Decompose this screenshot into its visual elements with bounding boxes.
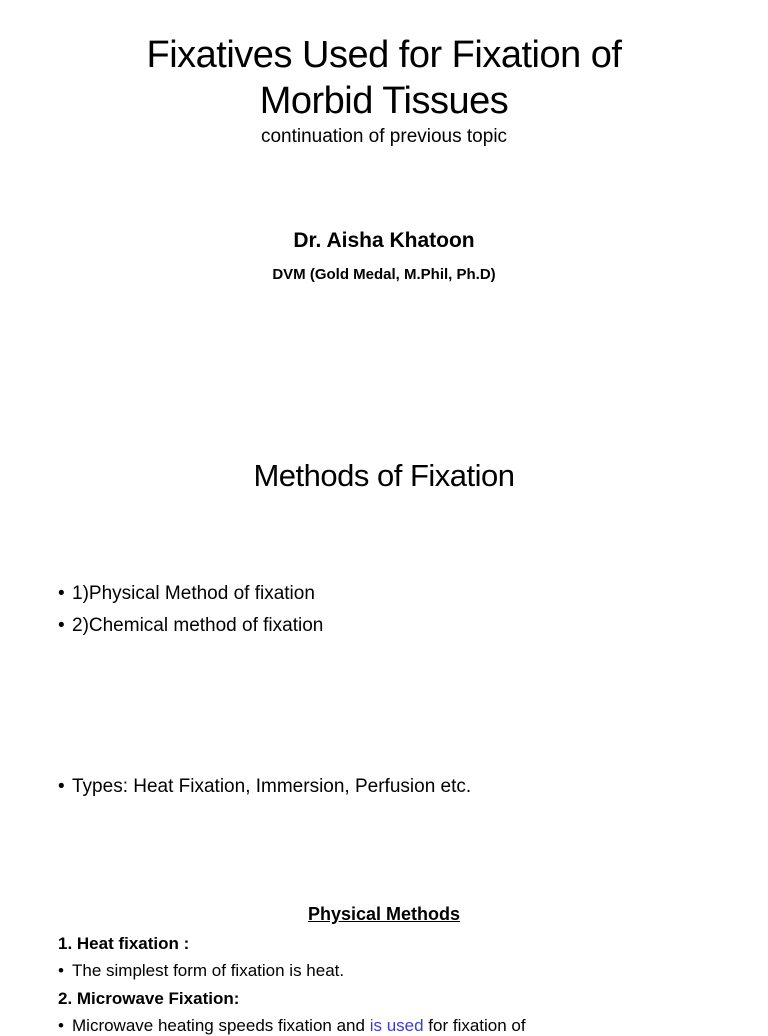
heat-fixation-sentence: The simplest form of fixation is heat.	[72, 961, 345, 980]
author-credentials: DVM (Gold Medal, M.Phil, Ph.D)	[272, 266, 496, 283]
document-title	[0, 32, 768, 124]
microwave-fixation-text	[58, 1016, 526, 1036]
bullet-icon: •	[58, 583, 65, 604]
bullet-icon: •	[58, 1016, 64, 1035]
heat-fixation-heading: 1. Heat fixation :	[58, 934, 190, 953]
title-line-2: Morbid Tissues	[259, 80, 509, 122]
bullet-icon: •	[58, 961, 64, 980]
physical-methods-heading: Physical Methods	[307, 904, 461, 924]
bullet-icon: •	[58, 615, 65, 636]
types-line	[58, 775, 471, 799]
subtitle: continuation of previous topic	[260, 126, 508, 147]
list-item	[58, 582, 323, 614]
types-text: Types: Heat Fixation, Immersion, Perfusion etc.	[72, 776, 472, 797]
author-name: Dr. Aisha Khatoon	[293, 229, 475, 252]
list-item	[58, 614, 323, 646]
bullet-icon: •	[58, 776, 65, 797]
heat-fixation-text	[58, 961, 344, 981]
method-physical: 1)Physical Method of fixation	[72, 583, 315, 604]
microwave-fixation-heading: 2. Microwave Fixation:	[58, 989, 240, 1008]
methods-list	[58, 582, 323, 646]
section-title: Methods of Fixation	[253, 458, 515, 493]
microwave-link[interactable]: is used	[369, 1016, 424, 1035]
title-line-1: Fixatives Used for Fixation of	[146, 34, 622, 76]
microwave-text-start: Microwave heating speeds fixation and	[72, 1016, 370, 1035]
microwave-text-end: for fixation of	[423, 1016, 526, 1035]
method-chemical: 2)Chemical method of fixation	[72, 615, 324, 636]
